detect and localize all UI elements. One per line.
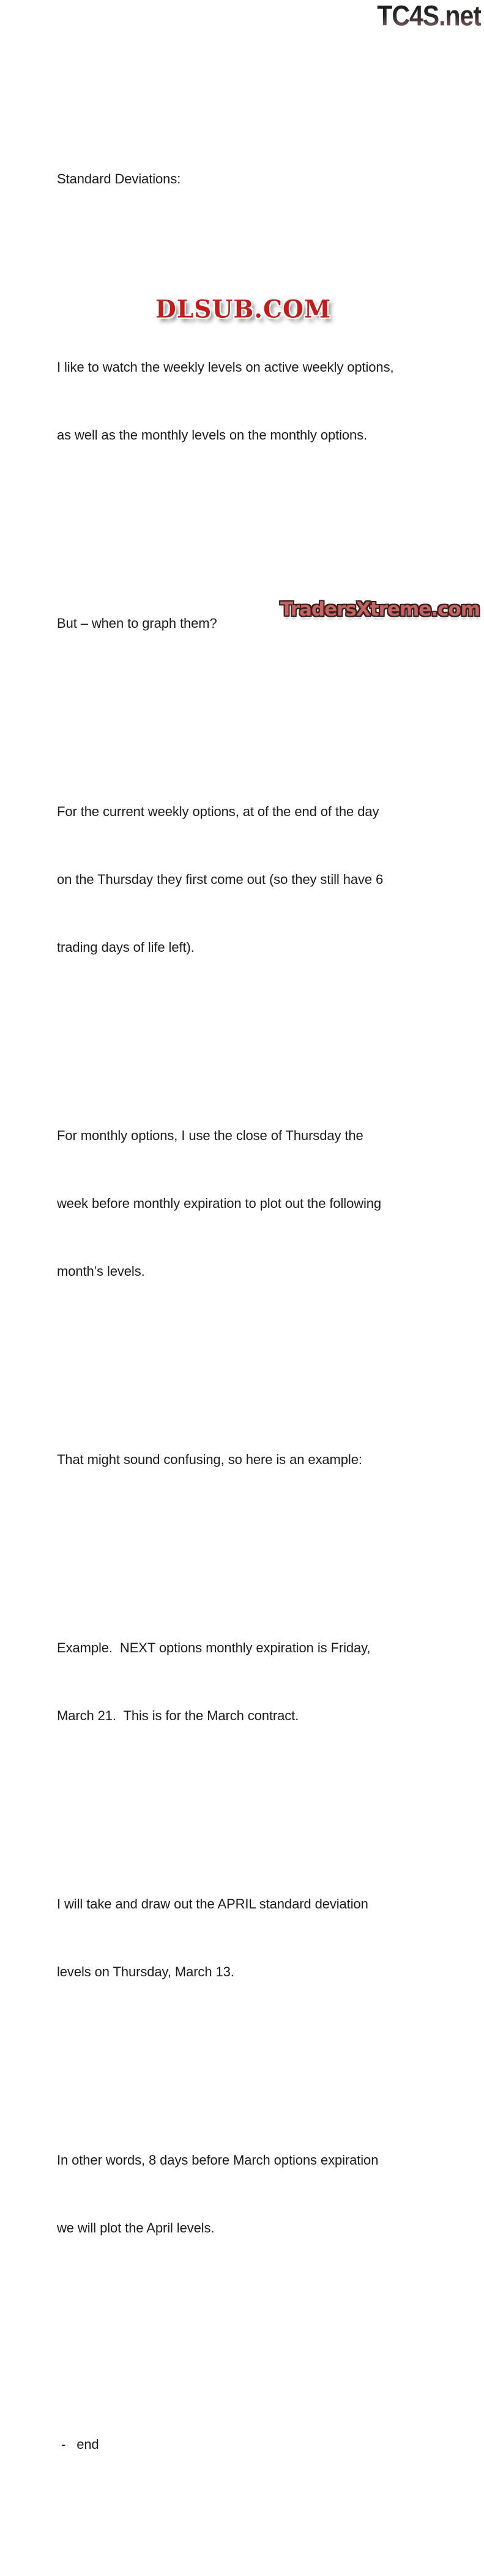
text-line: levels on Thursday, March 13. bbox=[57, 1964, 234, 1979]
tradersxtreme-logo: TradersXtreme.com bbox=[280, 598, 480, 620]
text-line: I like to watch the weekly levels on active weekly options, bbox=[57, 359, 394, 375]
text-line: I will take and draw out the APRIL standard deviation bbox=[57, 1896, 368, 1912]
text-line: In other words, 8 days before March options expiration bbox=[57, 2152, 379, 2168]
paragraph-sound-confusing bbox=[57, 1403, 441, 1516]
paragraph-example bbox=[57, 1591, 441, 1772]
text-line: For the current weekly options, at of the end of the day bbox=[57, 804, 379, 819]
paragraph-when-to-graph bbox=[57, 567, 441, 680]
text-line: But – when to graph them? bbox=[57, 616, 217, 631]
paragraph-weekly-levels bbox=[57, 311, 441, 491]
text-line: month’s levels. bbox=[57, 1264, 145, 1279]
text-line: For monthly options, I use the close of Thursday the bbox=[57, 1128, 363, 1143]
paragraph-end bbox=[57, 2388, 441, 2501]
text-line: Example. NEXT options monthly expiration is Friday, bbox=[57, 1640, 371, 1655]
paragraph-monthly-options bbox=[57, 1079, 441, 1328]
text-line: - end bbox=[61, 2437, 99, 2452]
text-line: we will plot the April levels. bbox=[57, 2220, 215, 2236]
text-line: week before monthly expiration to plot out the following bbox=[57, 1196, 382, 1211]
text-line: March 21. This is for the March contract. bbox=[57, 1708, 299, 1723]
paragraph-current-weekly bbox=[57, 755, 441, 1004]
text-line: trading days of life left). bbox=[57, 940, 195, 955]
paragraph-standard-deviations bbox=[57, 122, 441, 235]
text-line: as well as the monthly levels on the monthly options. bbox=[57, 427, 368, 443]
dlsub-watermark: DLSUB.COM bbox=[155, 295, 332, 324]
paragraph-april-levels bbox=[57, 1847, 441, 2028]
text-line: on the Thursday they first come out (so they still have 6 bbox=[57, 872, 384, 887]
text-line: Standard Deviations: bbox=[57, 171, 181, 186]
text-line: That might sound confusing, so here is an example: bbox=[57, 1452, 362, 1467]
tc4s-logo: TC4S.net bbox=[377, 0, 481, 32]
document-body bbox=[57, 54, 441, 2576]
paragraph-in-other-words bbox=[57, 2103, 441, 2284]
